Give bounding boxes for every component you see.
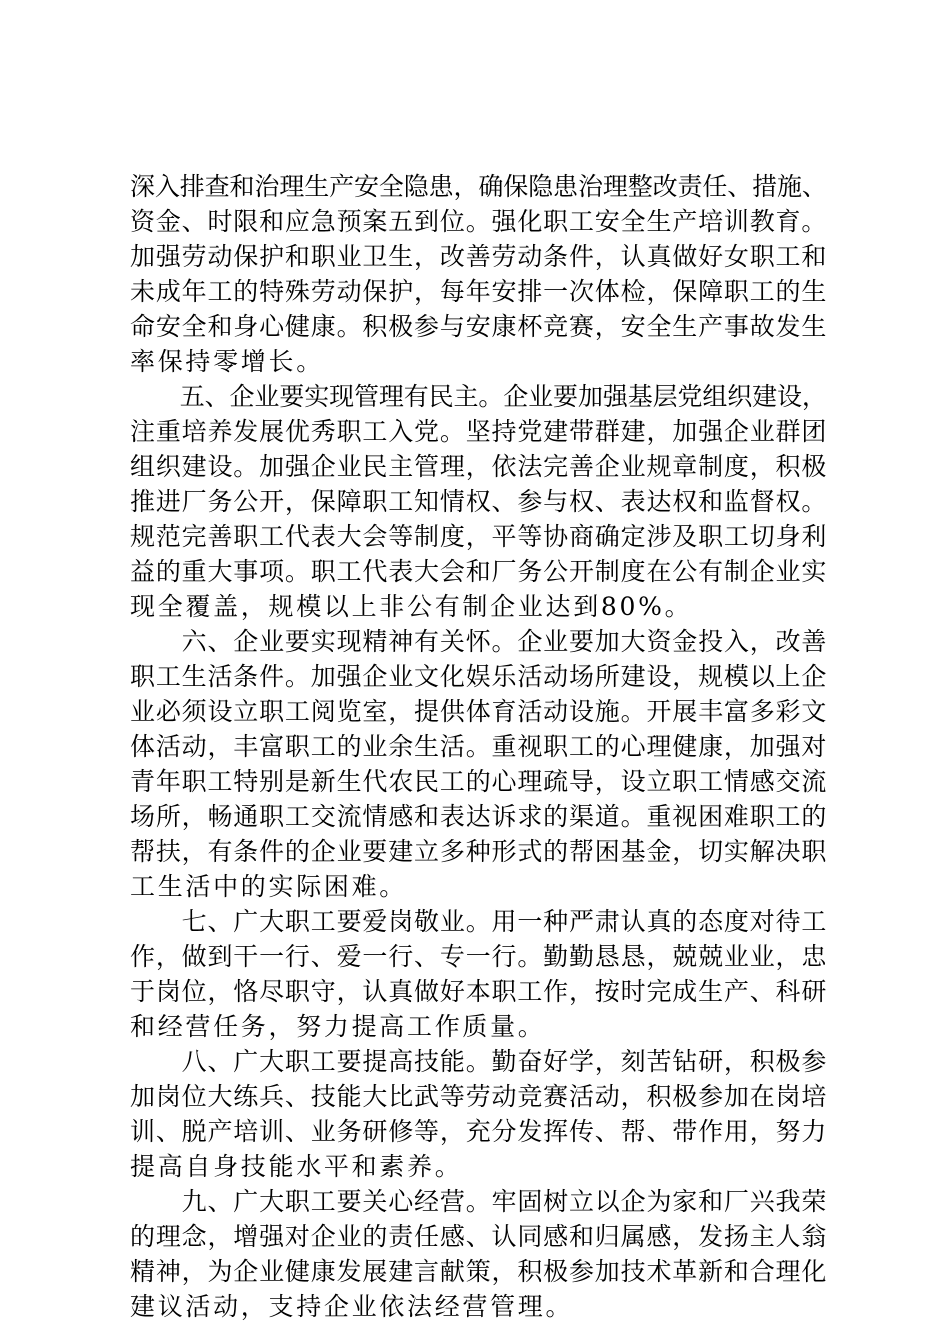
text-line: 七、广大职工要爱岗敬业。用一种严肃认真的态度对待工 xyxy=(130,907,828,936)
text-line: 加岗位大练兵、技能大比武等劳动竞赛活动，积极参加在岗培 xyxy=(130,1082,828,1111)
text-line: 命安全和身心健康。积极参与安康杯竞赛，安全生产事故发生 xyxy=(130,312,828,341)
text-line: 组织建设。加强企业民主管理，依法完善企业规章制度，积极 xyxy=(130,452,828,481)
text-line: 现全覆盖，规模以上非公有制企业达到80%。 xyxy=(130,592,693,621)
text-line: 规范完善职工代表大会等制度，平等协商确定涉及职工切身利 xyxy=(130,522,828,551)
text-line: 职工生活条件。加强企业文化娱乐活动场所建设，规模以上企 xyxy=(130,662,828,691)
text-line: 训、脱产培训、业务研修等，充分发挥传、帮、带作用，努力 xyxy=(130,1117,828,1146)
text-line: 加强劳动保护和职业卫生，改善劳动条件，认真做好女职工和 xyxy=(130,242,828,271)
text-line: 提高自身技能水平和素养。 xyxy=(130,1152,463,1181)
text-line: 深入排查和治理生产安全隐患，确保隐患治理整改责任、措施、 xyxy=(130,172,827,201)
text-line: 精神，为企业健康发展建言献策，积极参加技术革新和合理化 xyxy=(130,1257,828,1286)
text-line: 帮扶，有条件的企业要建立多种形式的帮困基金，切实解决职 xyxy=(130,837,828,866)
text-line: 的理念，增强对企业的责任感、认同感和归属感，发扬主人翁 xyxy=(130,1222,828,1251)
text-line: 建议活动，支持企业依法经营管理。 xyxy=(130,1292,574,1321)
text-line: 业必须设立职工阅览室，提供体育活动设施。开展丰富多彩文 xyxy=(130,697,828,726)
text-line: 和经营任务，努力提高工作质量。 xyxy=(130,1012,546,1041)
text-line: 六、企业要实现精神有关怀。企业要加大资金投入，改善 xyxy=(130,627,828,656)
text-line: 注重培养发展优秀职工入党。坚持党建带群建，加强企业群团 xyxy=(130,417,828,446)
text-line: 五、企业要实现管理有民主。企业要加强基层党组织建设， xyxy=(130,382,827,411)
text-line: 青年职工特别是新生代农民工的心理疏导，设立职工情感交流 xyxy=(130,767,828,796)
text-line: 九、广大职工要关心经营。牢固树立以企为家和厂兴我荣 xyxy=(130,1187,828,1216)
text-line: 推进厂务公开，保障职工知情权、参与权、表达权和监督权。 xyxy=(130,487,828,516)
text-line: 率保持零增长。 xyxy=(130,347,324,376)
text-line: 资金、时限和应急预案五到位。强化职工安全生产培训教育。 xyxy=(130,207,828,236)
text-line: 作，做到干一行、爱一行、专一行。勤勤恳恳，兢兢业业，忠 xyxy=(130,942,828,971)
text-line: 场所，畅通职工交流情感和表达诉求的渠道。重视困难职工的 xyxy=(130,802,828,831)
text-line: 体活动，丰富职工的业余生活。重视职工的心理健康，加强对 xyxy=(130,732,828,761)
text-line: 于岗位，恪尽职守，认真做好本职工作，按时完成生产、科研 xyxy=(130,977,828,1006)
text-line: 益的重大事项。职工代表大会和厂务公开制度在公有制企业实 xyxy=(130,557,828,586)
text-line: 未成年工的特殊劳动保护，每年安排一次体检，保障职工的生 xyxy=(130,277,828,306)
text-line: 八、广大职工要提高技能。勤奋好学，刻苦钻研，积极参 xyxy=(130,1047,828,1076)
document-body xyxy=(130,169,830,1324)
text-line: 工生活中的实际困难。 xyxy=(130,872,408,901)
